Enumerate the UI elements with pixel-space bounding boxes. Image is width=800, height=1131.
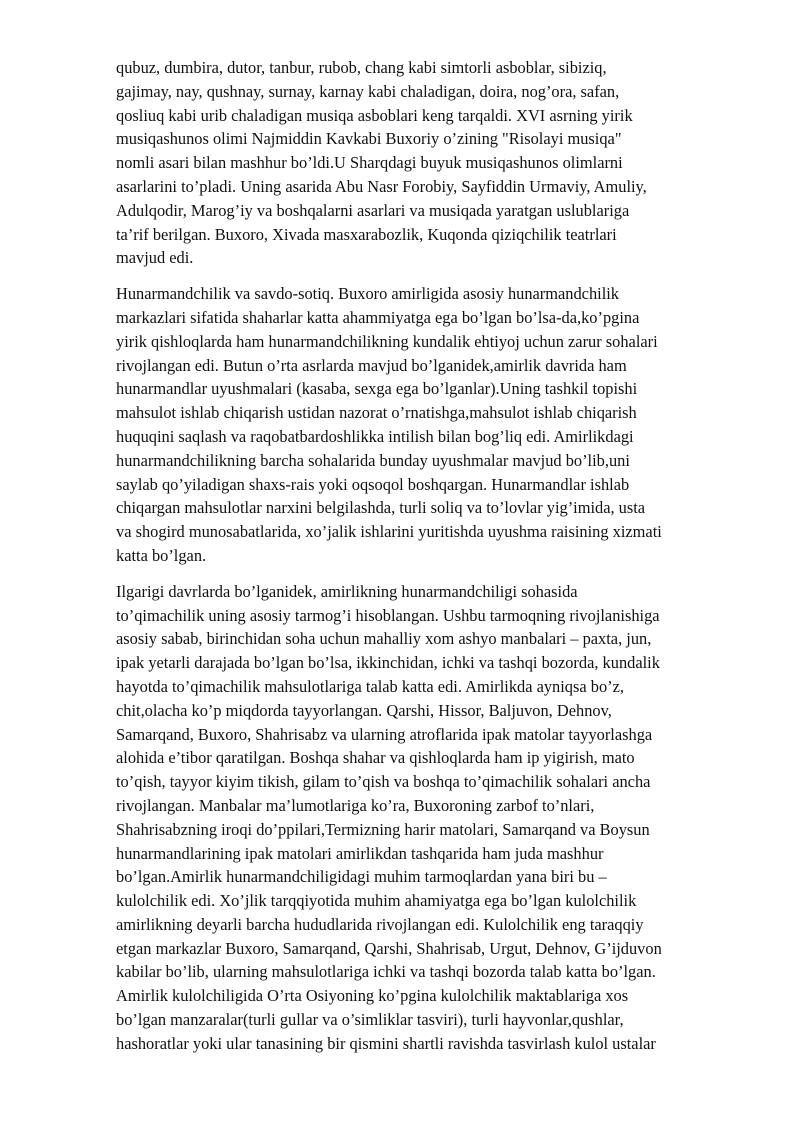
- text-line: rivojlangan. Manbalar ma’lumotlariga ko’ra, Buxoroning zarbof to’nlari,: [116, 795, 595, 815]
- text-line: hunarmandchilikning barcha sohalarida bunday uyushmalar mavjud bo’lib,uni: [116, 450, 630, 470]
- text-line: hashoratlar yoki ular tanasining bir qismini shartli ravishda tasvirlash kulol ustalar: [116, 1033, 656, 1053]
- text-line: Samarqand, Buxoro, Shahrisabz va ularning atroflarida ipak matolar tayyorlashga: [116, 724, 653, 744]
- text-line: va shogird munosabatlarida, xo’jalik ishlarini yuritishda uyushma raisining xizmati: [116, 522, 662, 542]
- text-line: Amirlik kulolchiligida O’rta Osiyoning ko’pgina kulolchilik maktablariga xos: [116, 986, 629, 1006]
- text-line: to’qish, tayyor kiyim tikish, gilam to’qish va boshqa to’qimachilik sohalari ancha: [116, 772, 651, 792]
- text-line: mahsulot ishlab chiqarish ustidan nazorat o’rnatishga,mahsulot ishlab chiqarish: [116, 403, 637, 423]
- text-line: hunarmandlarining ipak matolari amirlikdan tashqarida ham juda mashhur: [116, 843, 604, 863]
- text-line: gajimay, nay, qushnay, surnay, karnay kabi chaladigan, doira, nog’ora, safan,: [116, 81, 620, 101]
- text-line: nomli asari bilan mashhur bo’ldi.U Sharqdagi buyuk musiqashunos olimlarni: [116, 153, 623, 173]
- text-line: qubuz, dumbira, dutor, tanbur, rubob, chang kabi simtorli asboblar, sibiziq,: [116, 58, 607, 77]
- text-line: Ilgarigi davrlarda bo’lganidek, amirlikning hunarmandchiligi sohasida: [116, 581, 578, 601]
- text-line: markazlari sifatida shaharlar katta ahammiyatga ega bo’lgan bo’lsa-da,ko’pgina: [116, 307, 640, 327]
- text-line: chiqargan mahsulotlar narxini belgilashda, turli soliq va to’lovlar yig’imida, usta: [116, 498, 646, 518]
- text-line: amirlikning deyarli barcha hududlarida rivojlangan edi. Kulolchilik eng taraqqiy: [116, 914, 644, 934]
- text-line: chit,olacha ko’p miqdorda tayyorlangan. Qarshi, Hissor, Baljuvon, Dehnov,: [116, 700, 612, 720]
- text-line: rivojlangan edi. Butun o’rta asrlarda mavjud bo’lganidek,amirlik davrida ham: [116, 355, 627, 375]
- text-line: Shahrisabzning iroqi do’ppilari,Termizning harir matolari, Samarqand va Boysun: [116, 819, 650, 839]
- text-line: musiqashunos olimi Najmiddin Kavkabi Buxoriy o’zining "Risolayi musiqa": [116, 129, 622, 149]
- document-body: [116, 56, 742, 1068]
- text-line: hunarmandlar uyushmalari (kasaba, sexga ega bo’lganlar).Uning tashkil topishi: [116, 379, 638, 399]
- text-line: alohida e’tibor qaratilgan. Boshqa shahar va qishloqlarda ham ip yigirish, mato: [116, 748, 635, 768]
- text-line: hayotda to’qimachilik mahsulotlariga talab katta edi. Amirlikda ayniqsa bo’z,: [116, 676, 624, 696]
- text-line: ta’rif berilgan. Buxoro, Xivada masxarabozlik, Kuqonda qiziqchilik teatrlari: [116, 224, 617, 244]
- paragraph-textiles-pottery: [116, 580, 742, 1056]
- text-line: to’qimachilik uning asosiy tarmog’i hisoblangan. Ushbu tarmoqning rivojlanishiga: [116, 605, 660, 625]
- paragraph-music: [116, 56, 742, 270]
- text-line: yirik qishloqlarda ham hunarmandchilikning kundalik ehtiyoj uchun zarur sohalari: [116, 331, 658, 351]
- text-line: bo’lgan manzaralar(turli gullar va o’simliklar tasviri), turli hayvonlar,qushlar,: [116, 1010, 624, 1030]
- text-line: Hunarmandchilik va savdo-sotiq. Buxoro amirligida asosiy hunarmandchilik: [116, 284, 620, 304]
- text-line: katta bo’lgan.: [116, 545, 207, 565]
- text-line: ipak yetarli darajada bo’lgan bo’lsa, ikkinchidan, ichki va tashqi bozorda, kundalik: [116, 653, 660, 673]
- text-line: etgan markazlar Buxoro, Samarqand, Qarshi, Shahrisab, Urgut, Dehnov, G’ijduvon: [116, 938, 662, 958]
- text-line: asarlarini to’pladi. Uning asarida Abu Nasr Forobiy, Sayfiddin Urmaviy, Amuliy,: [116, 176, 647, 196]
- text-line: asosiy sabab, birinchidan soha uchun mahalliy xom ashyo manbalari – paxta, jun,: [116, 629, 652, 649]
- text-line: bo’lgan.Amirlik hunarmandchiligidagi muhim tarmoqlardan yana biri bu –: [116, 867, 607, 887]
- text-line: saylab qo’yiladigan shaxs-rais yoki oqsoqol boshqargan. Hunarmandlar ishlab: [116, 474, 630, 494]
- text-line: huquqini saqlash va raqobatbardoshlikka intilish bilan bog’liq edi. Amirlikdagi: [116, 426, 634, 446]
- text-line: kabilar bo’lib, ularning mahsulotlariga ichki va tashqi bozorda talab katta bo’lgan.: [116, 962, 656, 982]
- text-line: Adulqodir, Marog’iy va boshqalarni asarlari va musiqada yaratgan uslublariga: [116, 200, 630, 220]
- text-line: kulolchilik edi. Xo’jlik tarqqiyotida muhim ahamiyatga ega bo’lgan kulolchilik: [116, 891, 637, 911]
- paragraph-crafts-trade: [116, 282, 742, 568]
- text-line: qosliuq kabi urib chaladigan musiqa asboblari keng tarqaldi. XVI asrning yirik: [116, 105, 633, 125]
- text-line: mavjud edi.: [116, 248, 194, 268]
